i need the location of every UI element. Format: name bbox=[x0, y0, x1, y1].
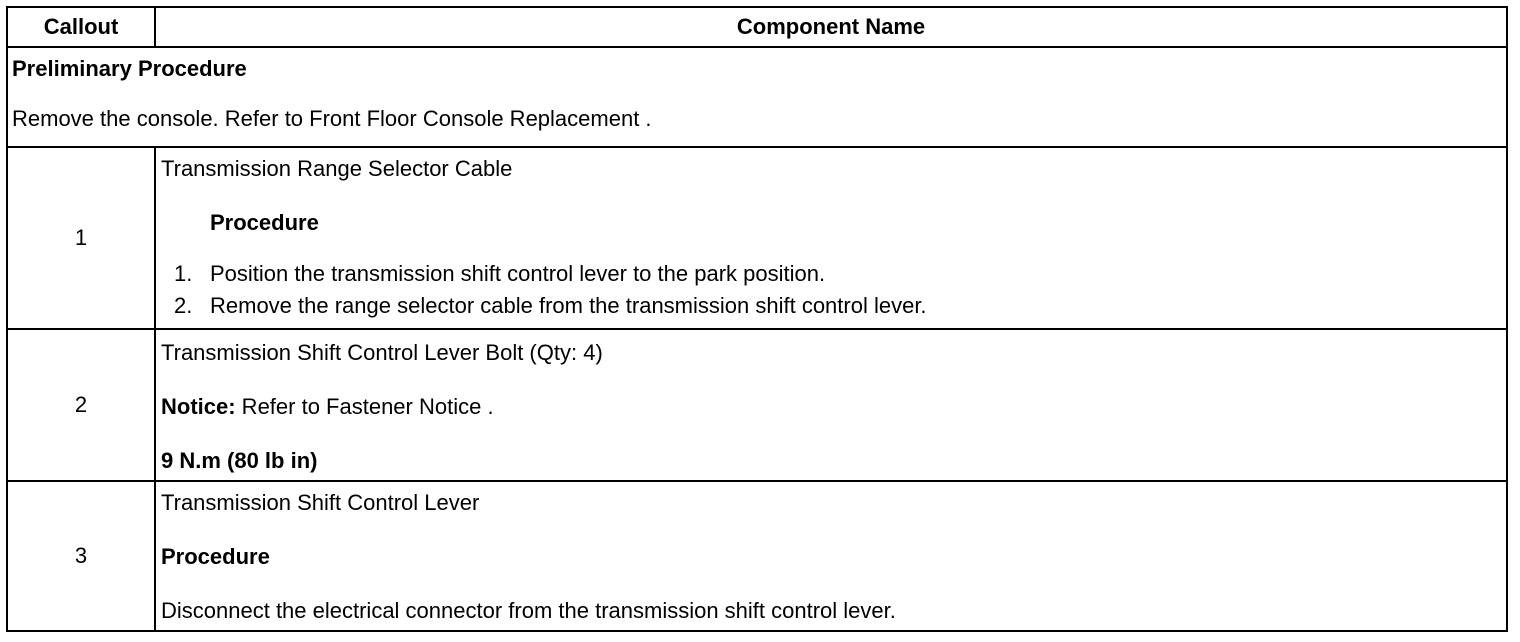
component-name: Transmission Shift Control Lever bbox=[161, 490, 480, 515]
component-name: Transmission Shift Control Lever Bolt (Qty: 4) bbox=[161, 340, 603, 365]
procedure-table-container bbox=[6, 6, 1506, 632]
component-cell bbox=[155, 147, 1507, 329]
procedure-label: Procedure bbox=[161, 544, 270, 569]
preliminary-row bbox=[7, 47, 1507, 147]
procedure-text: Disconnect the electrical connector from the transmission shift control lever. bbox=[161, 598, 896, 623]
step-number: 1. bbox=[174, 261, 193, 286]
component-cell bbox=[155, 481, 1507, 631]
table-row bbox=[7, 147, 1507, 329]
notice-label: Notice: bbox=[161, 394, 236, 419]
preliminary-title: Preliminary Procedure bbox=[12, 56, 247, 81]
table-header-row bbox=[7, 7, 1507, 47]
callout-cell: 3 bbox=[7, 481, 155, 631]
list-item bbox=[174, 258, 1506, 290]
step-number: 2. bbox=[174, 293, 193, 318]
notice-line bbox=[161, 394, 1506, 420]
preliminary-text: Remove the console. Refer to Front Floor Console Replacement . bbox=[12, 106, 652, 131]
callout-cell: 2 bbox=[7, 329, 155, 481]
list-item bbox=[174, 290, 1506, 322]
procedure-steps bbox=[161, 258, 1506, 322]
header-callout: Callout bbox=[7, 7, 155, 47]
step-text: Position the transmission shift control lever to the park position. bbox=[210, 261, 826, 286]
procedure-label: Procedure bbox=[210, 210, 319, 235]
preliminary-cell bbox=[7, 47, 1507, 147]
procedure-table bbox=[6, 6, 1508, 632]
table-row bbox=[7, 329, 1507, 481]
component-name: Transmission Range Selector Cable bbox=[161, 156, 513, 181]
table-row bbox=[7, 481, 1507, 631]
torque-spec: 9 N.m (80 lb in) bbox=[161, 448, 318, 473]
callout-cell: 1 bbox=[7, 147, 155, 329]
header-component-name: Component Name bbox=[155, 7, 1507, 47]
notice-text: Refer to Fastener Notice . bbox=[235, 394, 494, 419]
component-cell bbox=[155, 329, 1507, 481]
step-text: Remove the range selector cable from the transmission shift control lever. bbox=[210, 293, 927, 318]
